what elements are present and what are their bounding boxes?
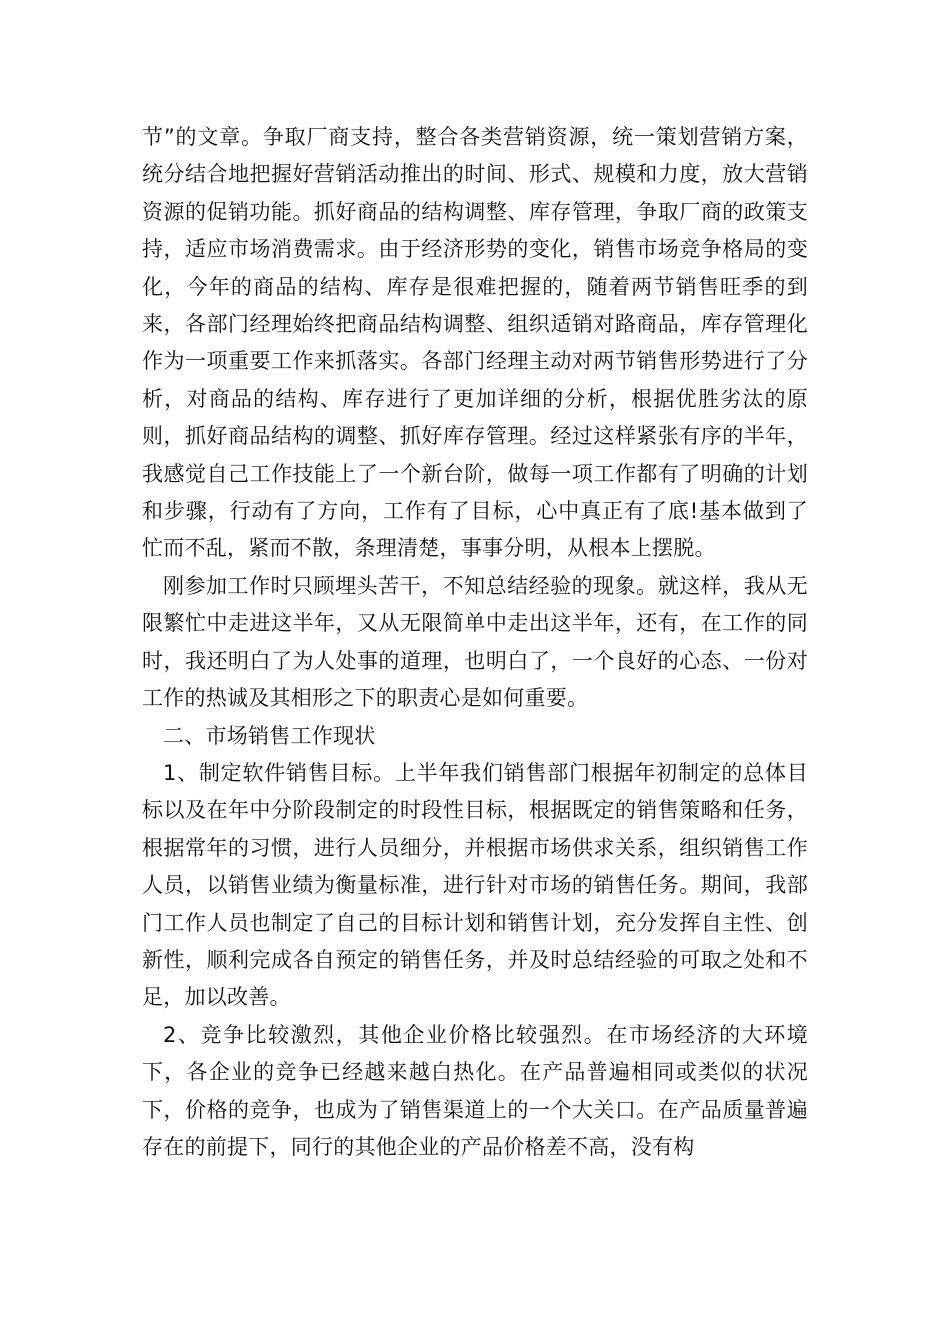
paragraph-continuation: 节”的文章。争取厂商支持，整合各类营销资源，统一策划营销方案，统分结合地把握好营销活动推出的时间、形式、规模和力度，放大营销资源的促销功能。抓好商品的结构调整、库存管理，争取厂商的政策支持，适应市场消费需求。由于经济形势的变化，销售市场竞争格局的变化，今年的商品的结构、库存是很难把握的，随着两节销售旺季的到来，各部门经理始终把商品结构调整、组织适销对路商品，库存管理化作为一项重要工作来抓落实。各部门经理主动对两节销售形势进行了分析，对商品的结构、库存进行了更加详细的分析，根据优胜劣汰的原则，抓好商品结构的调整、抓好库存管理。经过这样紧张有序的半年，我感觉自己工作技能上了一个新台阶，做每一项工作都有了明确的计划和步骤，行动有了方向，工作有了目标，心中真正有了底!基本做到了忙而不乱，紧而不散，条理清楚，事事分明，从根本上摆脱。 [142, 125, 808, 561]
section-heading: 二、市场销售工作现状 [163, 723, 376, 748]
paragraph-sales-target: 1、制定软件销售目标。上半年我们销售部门根据年初制定的总体目标以及在年中分阶段制定的时段性目标，根据既定的销售策略和任务，根据常年的习惯，进行人员细分，并根据市场供求关系，组织销售工作人员，以销售业绩为衡量标准，进行针对市场的销售任务。期间，我部门工作人员也制定了自己的目标计划和销售计划，充分发挥自主性、创新性，顺利完成各自预定的销售任务，并及时总结经验的可取之处和不足，加以改善。 [142, 760, 808, 1010]
paragraph-competition: 2、竞争比较激烈，其他企业价格比较强烈。在市场经济的大环境下，各企业的竞争已经越来越白热化。在产品普遍相同或类似的状况下，价格的竞争，也成为了销售渠道上的一个大关口。在产品质量普遍存在的前提下，同行的其他企业的产品价格差不高，没有构 [142, 1022, 808, 1159]
document-body [142, 119, 808, 1166]
paragraph-reflection: 刚参加工作时只顾埋头苦干，不知总结经验的现象。就这样，我从无限繁忙中走进这半年，又从无限简单中走出这半年，还有，在工作的同时，我还明白了为人处事的道理，也明白了，一个良好的心态、一份对工作的热诚及其相形之下的职责心是如何重要。 [142, 573, 808, 711]
